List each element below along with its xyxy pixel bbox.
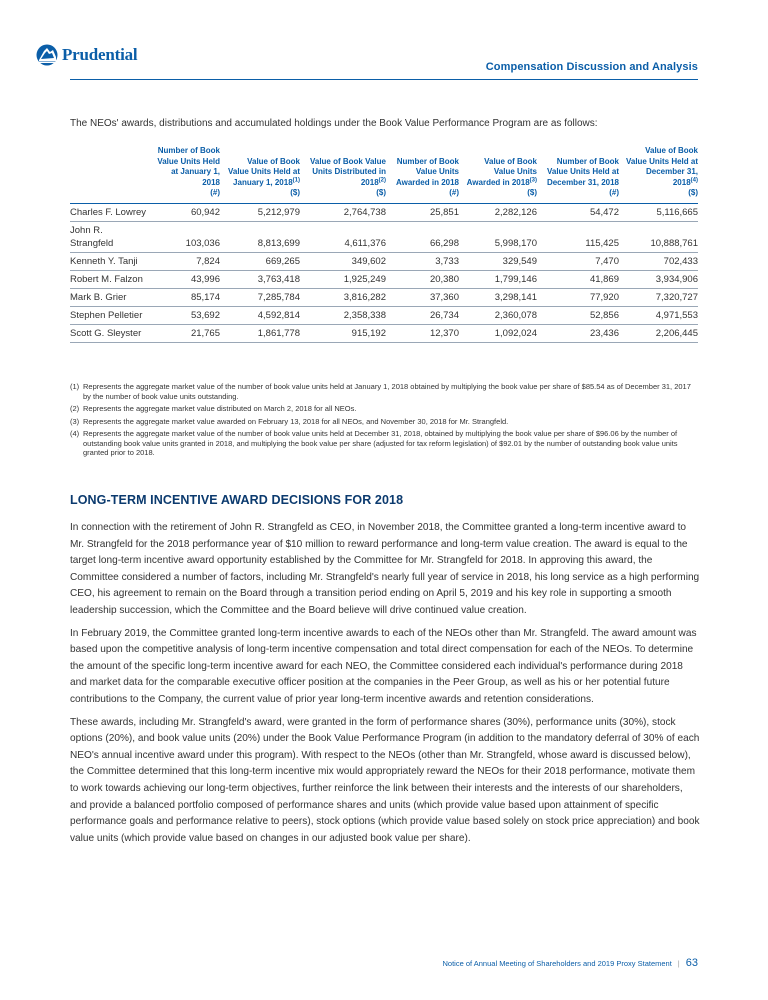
footnote-text: Represents the aggregate market value of the number of book value units held at January 1, 2018 obtained by multiplying the book value per share of $85.54 as of December 31, 2017 by the number of book value units outstanding. [83, 382, 691, 401]
column-header-label: Value of Book Value Units Held at January 1, 2018 [227, 156, 300, 187]
table-cell: 1,092,024 [459, 324, 537, 342]
table-cell: 4,611,376 [300, 221, 386, 252]
table-cell: 915,192 [300, 324, 386, 342]
footnote-number: (3) [70, 416, 80, 426]
table-cell: 12,370 [386, 324, 459, 342]
footnote-text: Represents the aggregate market value awarded on February 13, 2018 for all NEOs, and November 30, 2018 for Mr. Strangfeld. [83, 416, 509, 426]
table-cell: 103,036 [148, 221, 220, 252]
column-unit: (#) [210, 188, 220, 197]
rock-of-gibraltar-icon [36, 42, 58, 68]
table-cell: 669,265 [220, 252, 300, 270]
neo-name: Stephen Pelletier [70, 306, 148, 324]
table-row [70, 203, 698, 221]
column-header-label: Value of Book Value Units Held at December 31, 2018 [625, 146, 698, 187]
section-heading: LONG-TERM INCENTIVE AWARD DECISIONS FOR 2018 [70, 493, 404, 507]
company-logo [36, 42, 137, 68]
column-unit: ($) [527, 188, 537, 197]
paragraph: In connection with the retirement of John R. Strangfeld as CEO, in November 2018, the Committee granted a long-term incentive award to Mr. Strangfeld for the 2018 performance year of $10 million to reward performance and long-term value creation. The award is equal to the target long-term incentive award opportunity established by the Committee for Mr. Strangfeld for 2018. In approving this award, the Committee considered a number of factors, including Mr. Strangfeld's nearly full year of service in 2018, his long service as a high performing CEO, his agreement to remain on the Board through a transition period ending on April 5, 2019 and his key role in supporting a smooth leadership succession, which the Committee and the Board believe will drive continued value creation. [70, 522, 700, 616]
table-cell: 7,285,784 [220, 288, 300, 306]
table-cell: 3,733 [386, 252, 459, 270]
table-cell: 3,816,282 [300, 288, 386, 306]
neo-name: John R. Strangfeld [70, 221, 148, 252]
table-cell: 25,851 [386, 203, 459, 221]
table-cell: 329,549 [459, 252, 537, 270]
column-header-label: Number of Book Value Units Held at January 1, 2018 [157, 146, 220, 187]
column-unit: (#) [609, 188, 619, 197]
footnote-number: (4) [70, 429, 80, 438]
table-cell: 20,380 [386, 270, 459, 288]
table-cell: 1,861,778 [220, 324, 300, 342]
logo-text: Prudential [62, 45, 138, 64]
table-cell: 21,765 [148, 324, 220, 342]
paragraph: In February 2019, the Committee granted long-term incentive awards to each of the NEOs other than Mr. Strangfeld. The award amount was based upon the competitive analysis of long-term incentive compensation and total direct compensation for each of the NEOs. To determine the amount of the specific long-term incentive award for each NEO, the Committee considered each individual's performance during 2018 and market data for the comparable executive officer position at the companies in the Peer Group, as well as his or her potential future contributions to the Company, the current value of prior year long-term incentive awards and retention considerations. [70, 627, 697, 705]
section-title: Compensation Discussion and Analysis [485, 61, 698, 73]
table-cell: 4,592,814 [220, 306, 300, 324]
column-header [300, 146, 386, 203]
table-row [70, 270, 698, 288]
column-unit: ($) [376, 188, 386, 197]
table-cell: 4,971,553 [619, 306, 698, 324]
table-cell: 5,116,665 [619, 203, 698, 221]
table-cell: 85,174 [148, 288, 220, 306]
column-header [619, 146, 698, 203]
column-header-label: Number of Book Value Units Held at December 31, 2018 [546, 156, 619, 187]
footnote [70, 382, 698, 401]
table-cell: 41,869 [537, 270, 619, 288]
table-cell: 349,602 [300, 252, 386, 270]
table-cell: 53,692 [148, 306, 220, 324]
table-row [70, 221, 698, 252]
neo-name: Robert M. Falzon [70, 270, 148, 288]
table-cell: 2,360,078 [459, 306, 537, 324]
table-cell: 2,206,445 [619, 324, 698, 342]
table-cell: 26,734 [386, 306, 459, 324]
table-row [70, 252, 698, 270]
footnotes [70, 382, 698, 461]
table-cell: 3,298,141 [459, 288, 537, 306]
column-unit: ($) [688, 188, 698, 197]
header-divider [70, 79, 698, 80]
table-cell: 23,436 [537, 324, 619, 342]
neo-name: Charles F. Lowrey [70, 203, 148, 221]
page-number: 63 [685, 957, 698, 969]
table-cell: 3,934,906 [619, 270, 698, 288]
table-row [70, 288, 698, 306]
table-row [70, 306, 698, 324]
footnote-ref: (1) [292, 176, 300, 183]
table-cell: 2,358,338 [300, 306, 386, 324]
table-cell: 1,925,249 [300, 270, 386, 288]
book-value-table [70, 146, 698, 343]
table-cell: 7,824 [148, 252, 220, 270]
footnote-text: Represents the aggregate market value distributed on March 2, 2018 for all NEOs. [83, 404, 357, 413]
column-header-name [70, 146, 148, 203]
column-header [459, 146, 537, 203]
table-cell: 702,433 [619, 252, 698, 270]
neo-name: Mark B. Grier [70, 288, 148, 306]
footnote [70, 417, 698, 427]
footnote-ref: (2) [378, 176, 386, 183]
table-header-row [70, 146, 698, 203]
footnote [70, 404, 698, 414]
table-body [70, 203, 698, 342]
table-cell: 52,856 [537, 306, 619, 324]
footnote-text: Represents the aggregate market value of the number of book value units held at December 31, 2018, obtained by multiplying the book value per share of $96.06 by the number of outstanding book value units granted in 2018, and multiplying the book value per share (adjusted for tax reform legislation) of $92.01 by the number of outstanding book value units granted prior to 2018. [83, 429, 678, 457]
column-header [148, 146, 220, 203]
neo-name: Scott G. Sleyster [70, 324, 148, 342]
table-cell: 54,472 [537, 203, 619, 221]
table-cell: 115,425 [537, 221, 619, 252]
page-footer [442, 957, 698, 969]
table-cell: 10,888,761 [619, 221, 698, 252]
table-cell: 5,998,170 [459, 221, 537, 252]
column-unit: ($) [290, 188, 300, 197]
column-header [386, 146, 459, 203]
column-header-label: Value of Book Value Units Distributed in 2018 [309, 156, 386, 187]
table-cell: 37,360 [386, 288, 459, 306]
neo-name: Kenneth Y. Tanji [70, 252, 148, 270]
table-cell: 5,212,979 [220, 203, 300, 221]
footer-text: Notice of Annual Meeting of Shareholders and 2019 Proxy Statement [442, 958, 672, 968]
table-cell: 1,799,146 [459, 270, 537, 288]
table-cell: 77,920 [537, 288, 619, 306]
column-unit: (#) [449, 188, 459, 197]
footnote [70, 429, 698, 458]
table-cell: 60,942 [148, 203, 220, 221]
table-row [70, 324, 698, 342]
footnote-ref: (3) [529, 176, 537, 183]
table-cell: 43,996 [148, 270, 220, 288]
column-header [537, 146, 619, 203]
column-header-label: Number of Book Value Units Awarded in 2018 [396, 156, 459, 187]
paragraph: These awards, including Mr. Strangfeld's award, were granted in the form of performance shares (30%), performance units (30%), stock options (20%), and book value units (20%) under the Book Value Performance Program (in addition to the mandatory deferral of 30% of each NEO's annual incentive award under this program). With respect to the NEOs (other than Mr. Strangfeld, whose award is discussed below), the Committee determined that this long-term incentive mix would appropriately reward the NEOs for their 2018 performance, motivate them to work towards achieving our long-term objectives, further reinforce the link between their interests and the interests of our shareholders, and provide a balanced portfolio composed of performance shares and units (which provide value based upon attainment of specific performance goals and performance relative to peers), stock options (which provide value based solely on stock price appreciation) and book value units (which provide value based on changes in our adjusted book value per share). [70, 716, 700, 844]
table-cell: 2,282,126 [459, 203, 537, 221]
table-cell: 7,320,727 [619, 288, 698, 306]
body-text [70, 520, 700, 853]
table-cell: 66,298 [386, 221, 459, 252]
intro-text: The NEOs' awards, distributions and accumulated holdings under the Book Value Performance Program are as follows: [70, 118, 598, 129]
column-header-label: Value of Book Value Units Awarded in 2018 [466, 156, 537, 187]
table-cell: 2,764,738 [300, 203, 386, 221]
footnote-ref: (4) [690, 176, 698, 183]
footnote-number: (2) [70, 404, 80, 413]
table-cell: 3,763,418 [220, 270, 300, 288]
footer-separator: | [677, 958, 680, 968]
table-cell: 7,470 [537, 252, 619, 270]
column-header [220, 146, 300, 203]
footnote-number: (1) [70, 382, 80, 391]
table-cell: 8,813,699 [220, 221, 300, 252]
